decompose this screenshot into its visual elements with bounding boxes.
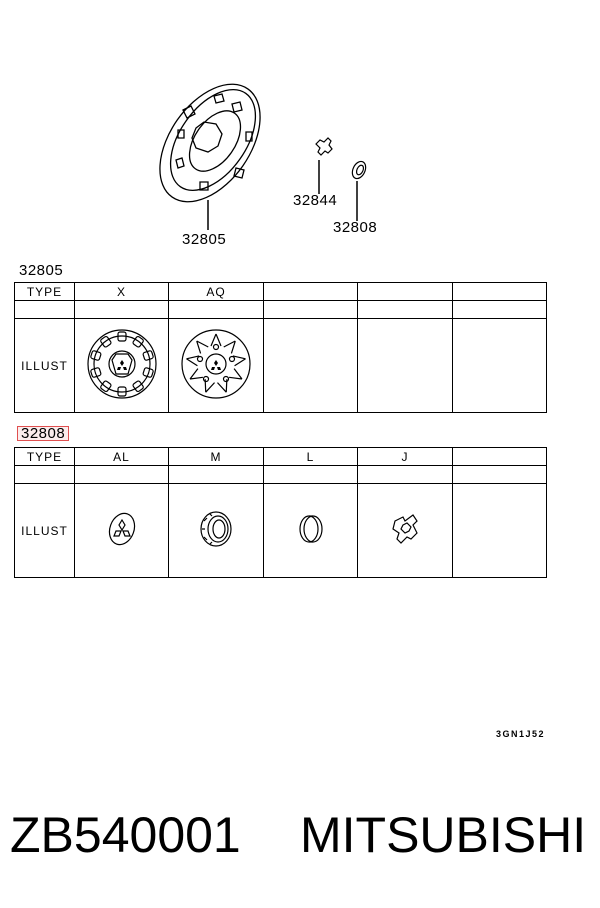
blank-cell — [358, 319, 453, 413]
illust-cell-x[interactable] — [75, 319, 169, 413]
row-label-type: TYPE — [15, 283, 75, 301]
clip-j-icon — [383, 507, 427, 551]
wheel-cover-aq-icon — [179, 327, 253, 401]
drawing-code: 3GN1J52 — [496, 729, 546, 739]
column-header: AL — [75, 448, 169, 466]
blank-cell — [75, 301, 169, 319]
table-illust-row — [15, 319, 547, 413]
parts-table-32805 — [14, 282, 547, 413]
blank-cell — [264, 319, 358, 413]
blank-cell — [453, 484, 547, 578]
table-header-row — [15, 283, 547, 301]
column-header: J — [358, 448, 453, 466]
blank-cell — [358, 301, 453, 319]
blank-cell — [453, 301, 547, 319]
caption-part-number: ZB540001 — [10, 807, 241, 863]
blank-cell — [75, 466, 169, 484]
column-header — [453, 448, 547, 466]
table-blank-row — [15, 466, 547, 484]
column-header: M — [169, 448, 264, 466]
illust-cell-aq[interactable] — [169, 319, 264, 413]
parts-table-32808 — [14, 447, 547, 578]
illust-cell-j[interactable] — [358, 484, 453, 578]
table-header-row — [15, 448, 547, 466]
callout-32805[interactable]: 32805 — [182, 231, 227, 248]
caption-brand: MITSUBISHI — [300, 807, 587, 863]
blank-cell — [15, 466, 75, 484]
illust-cell-al[interactable] — [75, 484, 169, 578]
exploded-view-drawing — [0, 0, 600, 260]
column-header — [358, 283, 453, 301]
callout-32844[interactable]: 32844 — [293, 192, 338, 209]
blank-cell — [358, 466, 453, 484]
cap-m-icon — [194, 507, 238, 551]
column-header: L — [264, 448, 358, 466]
column-header — [453, 283, 547, 301]
row-label-illust: ILLUST — [15, 319, 75, 413]
blank-cell — [264, 301, 358, 319]
callout-32808[interactable]: 32808 — [333, 219, 378, 236]
blank-cell — [15, 301, 75, 319]
blank-cell — [264, 466, 358, 484]
wheel-cover-x-icon — [85, 327, 159, 401]
column-header: X — [75, 283, 169, 301]
blank-cell — [169, 301, 264, 319]
table-blank-row — [15, 301, 547, 319]
blank-cell — [453, 466, 547, 484]
cap-l-icon — [291, 509, 331, 549]
ornament-drawing — [350, 159, 368, 180]
illust-cell-m[interactable] — [169, 484, 264, 578]
blank-cell — [453, 319, 547, 413]
blank-cell — [169, 466, 264, 484]
table-illust-row — [15, 484, 547, 578]
column-header: AQ — [169, 283, 264, 301]
wheel-cover-drawing — [139, 66, 280, 220]
illust-cell-l[interactable] — [264, 484, 358, 578]
row-label-illust: ILLUST — [15, 484, 75, 578]
section-title-32808[interactable]: 32808 — [17, 426, 69, 441]
clip-drawing — [316, 138, 332, 155]
column-header — [264, 283, 358, 301]
row-label-type: TYPE — [15, 448, 75, 466]
emblem-al-icon — [102, 509, 142, 549]
section-title-32805: 32805 — [19, 262, 64, 279]
